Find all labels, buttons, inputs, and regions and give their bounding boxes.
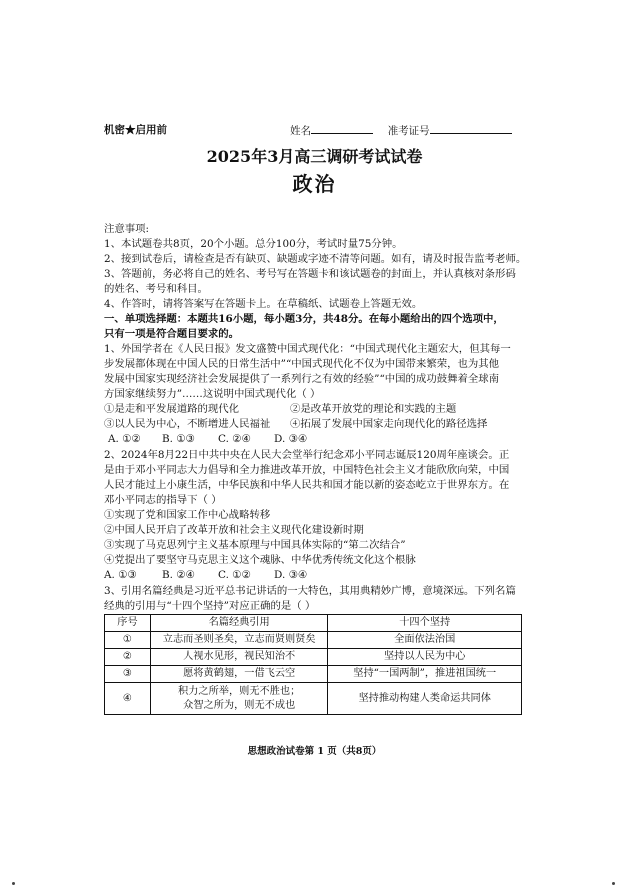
scan-speck (12, 882, 15, 885)
table-row (105, 683, 522, 715)
note-item: 4、作答时，请将答案写在答题卡上。在草稿纸、试题卷上答题无效。 (104, 298, 423, 310)
row-principle: 坚持推动构建人类命运共同体 (328, 683, 522, 715)
row-principle: 坚持以人民为中心 (328, 649, 522, 666)
row-quote-cell (150, 683, 328, 715)
section-heading: 一、单项选择题：本题共16小题，每小题3分，共48分。在每小题给出的四个选项中， (104, 313, 504, 325)
q1-stem: 步发展都体现在中国人民的日常生活中”“中国式现代化不仅为中国带来繁荣，也为其他 (104, 358, 500, 370)
row-quote: 积力之所举，则无不胜也； (178, 685, 301, 697)
q3-stem: 3、引用名篇经典是习近平总书记讲话的一大特色，其用典精妙广博，意境深远。下列名篇 (104, 585, 516, 597)
q2-statement-2: ②中国人民开启了改革开放和社会主义现代化建设新时期 (104, 524, 364, 536)
q2-statement-3: ③实现了马克思列宁主义基本原理与中国具体实际的“第二次结合” (104, 539, 406, 551)
row-no: ④ (105, 683, 151, 715)
row-no: ② (105, 649, 151, 666)
table-row (105, 649, 522, 666)
id-blank (430, 122, 512, 134)
q2-statement-1: ①实现了党和国家工作中心战略转移 (104, 509, 271, 521)
scan-speck (612, 882, 615, 885)
q2-statement-4: ④党提出了要坚守马克思主义这个魂脉、中华优秀传统文化这个根脉 (104, 554, 416, 566)
name-label: 姓名 (290, 125, 311, 137)
q2-choice-a: A. ①③ (104, 569, 137, 581)
notes-heading: 注意事项: (104, 223, 150, 235)
row-principle: 全面依法治国 (328, 632, 522, 649)
q1-stem: 发展中国家实现经济社会发展提供了一系列行之有效的经验”“中国的成功鼓舞着全球南 (104, 373, 500, 385)
q2-choice-c: C. ①② (218, 569, 251, 581)
row-principle: 坚持“一国两制”，推进祖国统一 (328, 666, 522, 683)
q1-choice-c: C. ②④ (218, 433, 251, 445)
row-no: ③ (105, 666, 151, 683)
q2-stem: 邓小平同志的指导下（ ） (104, 494, 222, 506)
note-item: 的姓名、考号和科目。 (104, 283, 208, 295)
name-blank (311, 122, 373, 134)
exam-title: 2025年3月高三调研考试试卷 (206, 147, 423, 166)
q1-statement-1: ①是走和平发展道路的现代化 (104, 403, 240, 415)
header-no: 序号 (105, 615, 151, 632)
q1-statement-2: ②是改革开放党的理论和实践的主题 (290, 403, 457, 415)
quote-table (104, 614, 522, 715)
q1-choice-a: A. ①② (108, 433, 141, 445)
id-label: 准考证号 (387, 125, 430, 137)
header-quote: 名篇经典引用 (150, 615, 328, 632)
q1-stem: 1、外国学者在《人民日报》发文盛赞中国式现代化：“中国式现代化主题宏大，但其每一 (104, 343, 511, 355)
note-item: 1、本试题卷共8页，20个小题。总分100分，考试时量75分钟。 (104, 238, 403, 250)
q2-stem: 是由于邓小平同志大力倡导和全力推进改革开放，中国特色社会主义才能欣欣向荣，中国 (104, 464, 510, 476)
q2-choice-d: D. ③④ (274, 569, 308, 581)
subject-title: 政治 (292, 172, 337, 196)
q3-stem: 经典的引用与“十四个坚持”对应正确的是（ ） (104, 600, 316, 612)
q1-choice-d: D. ③④ (274, 433, 308, 445)
row-quote-line2: 众智之所为，则无不成也 (183, 699, 296, 711)
q1-choice-b: B. ①③ (162, 433, 195, 445)
section-heading-cont: 只有一项是符合题目要求的。 (104, 328, 240, 340)
q1-stem: 方国家继续努力”……这说明中国式现代化（ ） (104, 388, 321, 400)
confidential-mark: 机密★启用前 (104, 124, 167, 136)
page-footer: 思想政治试卷第 1 页（共8页） (247, 746, 382, 757)
row-quote: 愿将黄鹤翅，一借飞云空 (150, 666, 328, 683)
q2-choice-b: B. ②④ (162, 569, 195, 581)
row-quote: 立志而圣则圣矣，立志而贤则贤矣 (150, 632, 328, 649)
header-principle: 十四个坚持 (328, 615, 522, 632)
row-no: ① (105, 632, 151, 649)
q1-statement-3: ③以人民为中心，不断增进人民福祉 (104, 418, 271, 430)
note-item: 2、接到试卷后，请检查是否有缺页、缺题或字迹不清等问题。如有，请及时报告监考老师。 (104, 253, 527, 265)
candidate-info (290, 122, 512, 138)
q2-stem: 人民才能过上小康生活，中华民族和中华人民共和国才能以新的姿态屹立于世界东方。在 (104, 479, 510, 491)
row-quote: 人视水见形，视民知治不 (150, 649, 328, 666)
q2-stem: 2、2024年8月22日中共中央在人民大会堂举行纪念邓小平同志诞辰120周年座谈会。正 (104, 449, 510, 461)
table-row (105, 666, 522, 683)
table-row (105, 632, 522, 649)
note-item: 3、答题前，务必将自己的姓名、考号写在答题卡和该试题卷的封面上，并认真核对条形码 (104, 268, 516, 280)
table-header-row (105, 615, 522, 632)
q1-statement-4: ④拓展了发展中国家走向现代化的路径选择 (290, 418, 488, 430)
